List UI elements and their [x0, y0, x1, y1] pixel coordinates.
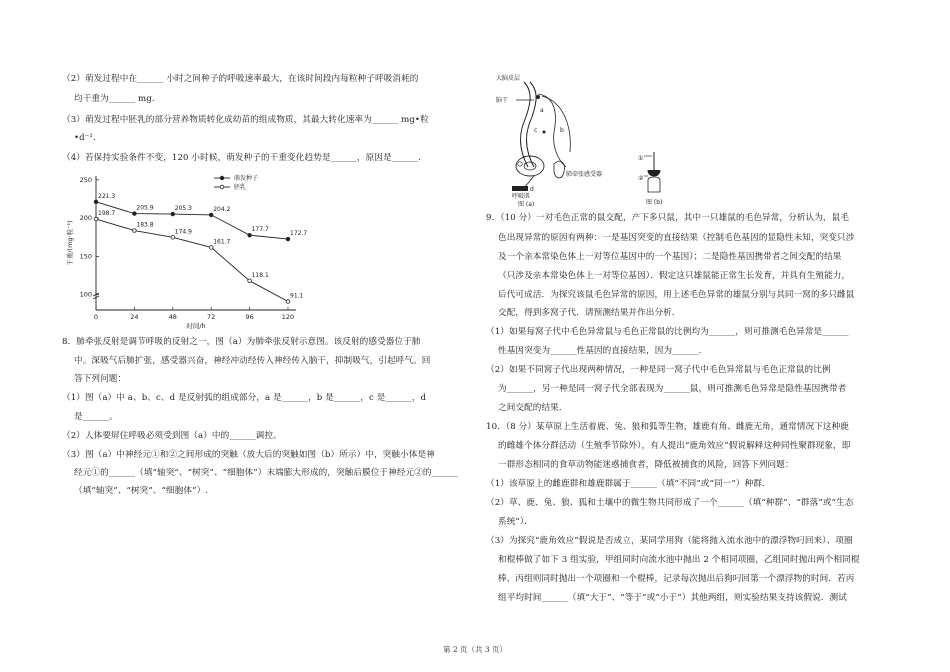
label-a: a	[540, 107, 544, 114]
x-axis-label: 时间/h	[186, 322, 206, 330]
q9-2-line-3: 之间交配的结果．	[498, 403, 568, 413]
x-tick-label: 72	[207, 313, 216, 321]
data-label: 172.7	[290, 230, 308, 238]
q10-3-line-2: 和棍棒做了如下 3 组实验，甲组同时向流水池中抛出 2 个相同项圈，乙组同时抛出两个相同棍	[498, 555, 860, 565]
data-point	[94, 217, 98, 221]
data-point	[248, 279, 252, 283]
dry-weight-chart	[64, 168, 308, 330]
label-neuron-2: ②	[638, 175, 644, 182]
q9-1-line-2: 性基因突变为______性基因的直接结果，因为______.	[498, 346, 702, 356]
label-d: d	[530, 186, 534, 193]
data-point	[171, 236, 175, 240]
q10-2-line-1: （2）草、鹿、兔、狼、狐和土壤中的微生物共同形成了一个______（填“种群”、“群落”或“生态	[486, 498, 854, 508]
q8-line-1: 8．肺牵张反射是调节呼吸的反射之一，图（a）为肺牵张反射示意图。该反射的感受器位于肺	[62, 337, 421, 347]
q2-line-2: 均干重为______ mg.	[74, 94, 155, 104]
q10-2-line-2: 系统”）．	[498, 517, 533, 527]
q10-3-line-3: 棒，丙组则同时抛出一个项圈和一个棍棒，记录每次抛出后狗叼回第一个漂浮物的时间．若丙	[498, 574, 855, 584]
label-cortex: 大脑皮层	[496, 75, 521, 82]
label-muscle: 呼吸肌	[512, 193, 531, 200]
y-tick-label: 150	[79, 252, 92, 261]
x-tick-label: 48	[168, 313, 177, 321]
data-label: 204.2	[213, 205, 231, 213]
q8-1-line-2: 是______。	[74, 412, 118, 422]
data-point	[286, 237, 290, 241]
x-tick-label: 24	[130, 313, 139, 321]
data-label: 221.3	[98, 192, 116, 200]
data-point	[286, 300, 290, 304]
y-tick-label: 250	[79, 175, 92, 184]
q8-3-line-1: （3）图（a）中神经元①和②之间形成的突触（放大后的突触如图（b）所示）中，突触小体是神	[62, 450, 435, 460]
q9-line-2: 色出现异常的原因有两种：一是基因突变的直接结果（控制毛色基因的显隐性未知，突变只涉	[498, 233, 855, 243]
data-point	[209, 246, 213, 250]
y-axis-label: 干重/(mg·粒⁻¹)	[66, 220, 74, 266]
q8-line-2: 中。深吸气后肺扩张，感受器兴奋，神经冲动经传入神经传入脑干，抑制吸气，引起呼气。回	[74, 356, 431, 366]
q9-line-5: 后代可成活．为探究该鼠毛色异常的原因，用上述毛色异常的雄鼠分别与其同一窝的多只雌鼠	[498, 290, 855, 300]
q10-1-line-1: （1）该草原上的雌鹿群和雄鹿群属于______（填“不同”或“同一”）种群．	[486, 479, 771, 489]
q8-2-line-1: （2）人体要屏住呼吸必须受到图（a）中的______调控。	[62, 431, 282, 441]
data-label: 198.7	[98, 210, 116, 218]
q8-3-line-3: （填“轴突”、“树突”、“细胞体”）.	[74, 486, 209, 496]
reflex-arc-figure-a	[494, 72, 614, 207]
data-point	[248, 233, 252, 237]
label-c: c	[534, 127, 538, 134]
data-point	[133, 212, 137, 216]
data-label: 118.1	[251, 271, 269, 279]
q2-line-1: （2）萌发过程中在______ 小时之间种子的呼吸速率最大，在该时间段内每粒种子呼吸消耗的	[62, 74, 419, 84]
data-label: 161.7	[213, 238, 231, 246]
synapse-figure-b	[636, 148, 676, 208]
data-label: 91.1	[290, 292, 304, 300]
x-tick-label: 0	[93, 313, 99, 321]
q8-line-3: 答下列问题：	[74, 374, 127, 384]
data-label: 183.8	[136, 221, 154, 229]
q4-line-1: （4）若保持实验条件不变，120 小时候，萌发种子的干重变化趋势是______，原因是______.	[62, 153, 421, 163]
x-tick-label: 120	[281, 313, 295, 321]
legend-marker	[220, 185, 224, 189]
q9-2-line-2: 为______，另一种是同一窝子代全部表现为______鼠，则可推测毛色异常是隐性基因携带者	[498, 384, 847, 394]
q9-1-line-1: （1）如果每窝子代中毛色异常鼠与毛色正常鼠的比例均为______，则可推测毛色异常是______	[486, 327, 849, 337]
series-line-seed	[96, 202, 288, 239]
data-point	[133, 229, 137, 233]
label-b: b	[560, 127, 564, 134]
data-point	[94, 200, 98, 204]
data-label: 205.9	[136, 204, 154, 212]
figure-a-caption: 图 (a)	[518, 201, 535, 208]
data-point	[171, 212, 175, 216]
figure-b-caption: 图 (b)	[646, 199, 663, 206]
q3-line-2: •d⁻¹.	[74, 133, 96, 143]
q10-line-3: 一群形态相同的食草动物能迷惑捕食者，降低被捕食的风险，回答下列问题：	[498, 460, 794, 470]
q9-line-6: 交配，得到多窝子代．请预测结果并作出分析．	[498, 308, 681, 318]
legend-label: 胚乳	[234, 184, 247, 191]
legend-marker	[220, 176, 224, 180]
q9-line-1: 9．（10 分）一对毛色正常的鼠交配，产下多只鼠，其中一只雄鼠的毛色异常，分析认为，鼠毛	[486, 213, 849, 223]
q8-1-line-1: （1）图（a）中 a、b、c、d 是反射弧的组成部分，a 是______，b 是______，c 是______，d	[62, 393, 427, 403]
legend-label: 萌发种子	[234, 175, 259, 182]
q10-line-2: 的雌雄个体分群活动（生殖季节除外），有人提出“鹿角效应”假说解释这种同性聚群现象，即	[498, 441, 851, 451]
q9-2-line-1: （2）如果不同窝子代出现两种情况，一种是同一窝子代中毛色异常鼠与毛色正常鼠的比例	[486, 365, 831, 375]
y-tick-label: 200	[79, 214, 92, 223]
q10-3-line-1: （3）为探究“鹿角效应”假说是否成立，某同学用狗（能将抛入流水池中的漂浮物叼回来）、项圈	[486, 536, 853, 546]
q8-3-line-2: 经元①的______（填“轴突”、“树突”、“细胞体”）末端膨大形成的，突触后膜位于神经元②的______	[74, 468, 459, 478]
page-footer: 第 2 页（共 3 页）	[442, 645, 508, 654]
q9-line-4: （只涉及亲本常染色体上一对等位基因）．假定这只雄鼠能正常生长发育，并具有生殖能力，	[498, 271, 851, 281]
label-brainstem: 脑干	[496, 97, 509, 104]
label-neuron-1: ①	[638, 155, 644, 162]
q10-3-line-4: 组平均时间______（填“大于”、“等于”或“小于”）其他两组，则实验结果支持该假说．测试	[498, 593, 847, 603]
y-tick-label: 100	[79, 290, 92, 299]
q10-line-1: 10．（8 分）某草原上生活着鹿、兔、狼和狐等生物，雄鹿有角、雌鹿无角，通常情况下这种鹿	[486, 422, 849, 432]
x-tick-label: 96	[245, 313, 254, 321]
data-label: 177.7	[251, 226, 269, 234]
q9-line-3: 及一个亲本常染色体上一对等位基因中的一个基因）；二是隐性基因携带者之间交配的结果	[498, 252, 842, 262]
label-receptor: 肺牵张感受器	[566, 171, 603, 178]
data-point	[209, 213, 213, 217]
data-label: 205.3	[174, 205, 192, 213]
data-label: 174.9	[174, 228, 192, 236]
q3-line-1: （3）萌发过程中胚乳的部分营养物质转化成幼苗的组成物质，其最大转化速率为______ mg•粒	[62, 115, 429, 125]
